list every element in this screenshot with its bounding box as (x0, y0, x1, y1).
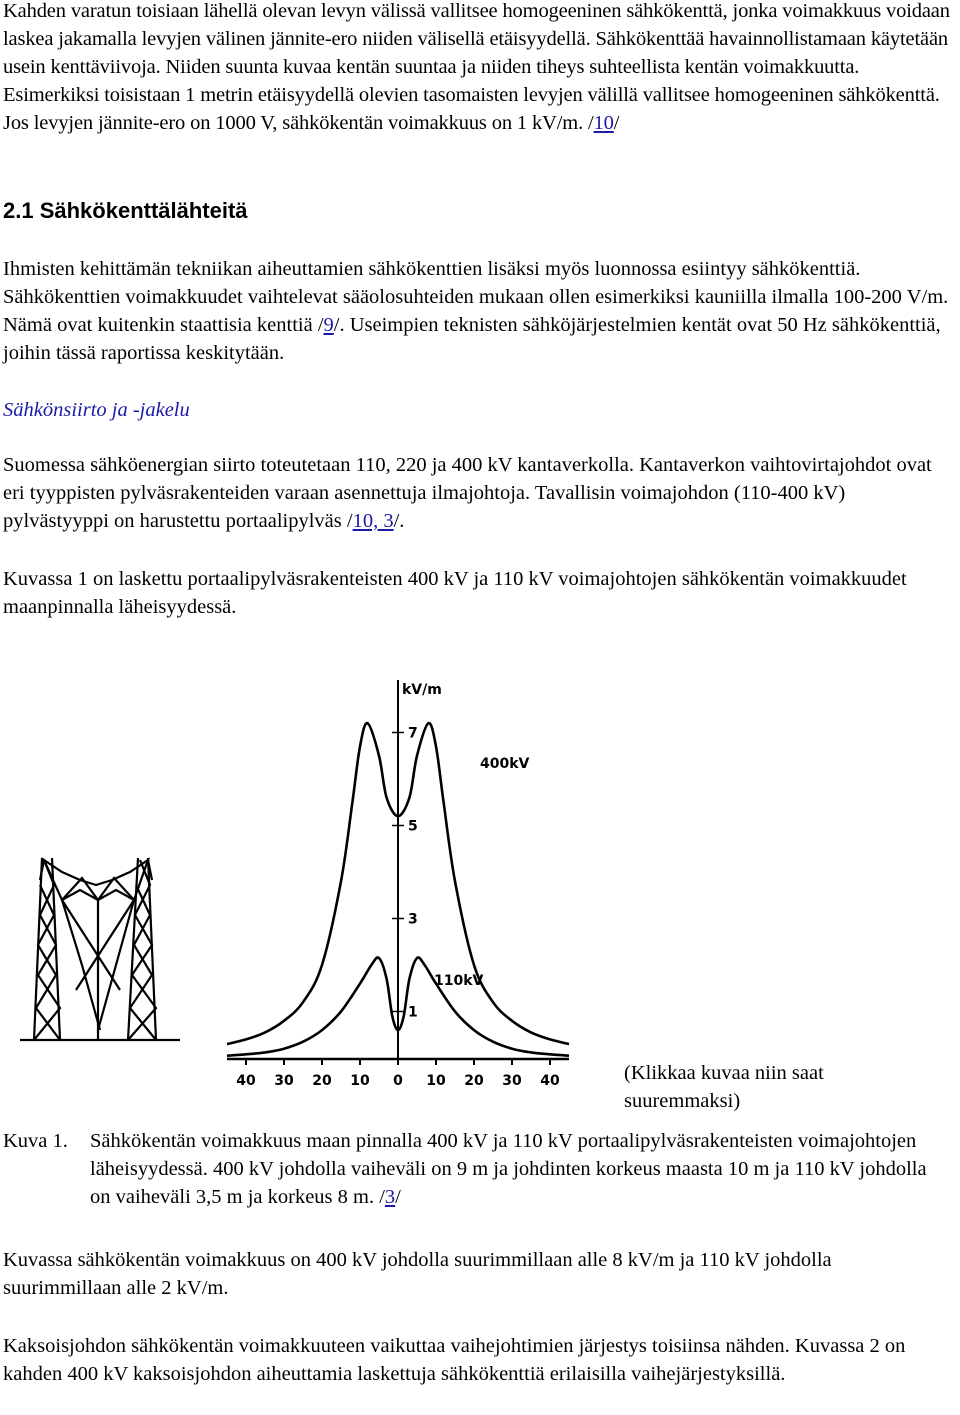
y-axis-label: kV/m (402, 682, 442, 698)
paragraph-text: Ihmisten kehittämän tekniikan aiheuttamien sähkökenttien lisäksi myös luonnossa esiintyy sähkökenttiä. Sähkökenttien voimakkuudet vaihtelevat sääolosuhteiden mukaan ollen esimerkiksi kauniilla ilmalla 100-200 V/m. Nämä ovat kuitenkin staattisia kenttiä / (3, 258, 949, 336)
reference-link[interactable]: 10, 3 (352, 510, 394, 532)
subheading: Sähkönsiirto ja -jakelu (3, 399, 190, 421)
x-tick-label: 10 (426, 1073, 446, 1089)
paragraph-figure-intro: Kuvassa 1 on laskettu portaalipylväsrakenteisten 400 kV ja 110 kV voimajohtojen sähkökentän voimakkuudet maanpinnalla läheisyydessä. (3, 568, 907, 618)
paragraph-transmission (3, 451, 955, 535)
paragraph-double-line: Kaksoisjohdon sähkökentän voimakkuuteen vaikuttaa vaihejohtimien järjestys toisiinsa nähden. Kuvassa 2 on kahden 400 kV kaksoisjohdon aiheuttamia laskettuja sähkökenttiä erilaisilla vaihejärjestyksillä. (3, 1335, 906, 1385)
y-tick-label: 3 (408, 911, 418, 928)
pylon-icon (20, 858, 180, 1040)
x-tick-label: 40 (540, 1073, 560, 1089)
figure-1[interactable] (0, 665, 960, 1125)
paragraph-text: Suomessa sähköenergian siirto toteutetaan 110, 220 ja 400 kV kantaverkolla. Kantaverkon vaihtovirtajohdot ovat eri tyyppisten pylväsrakenteiden varaan asennettuja ilmajohtoja. Tavallisin voimajohdon (110-400 kV) pylvästyyppi on harustettu portaalipylväs / (3, 454, 932, 532)
intro-paragraph (3, 0, 955, 137)
paragraph-max-values: Kuvassa sähkökentän voimakkuus on 400 kV johdolla suurimmillaan alle 8 kV/m ja 110 kV johdolla suurimmillaan alle 2 kV/m. (3, 1249, 832, 1299)
x-tick-label: 30 (274, 1073, 294, 1089)
y-tick-label: 5 (408, 818, 418, 835)
intro-end: / (613, 112, 620, 134)
field-strength-chart (227, 680, 569, 1089)
click-to-enlarge-note[interactable]: (Klikkaa kuvaa niin saat suuremmaksi) (624, 1062, 824, 1112)
x-tick-label: 20 (464, 1073, 484, 1089)
paragraph-text: /. Useimpien teknisten sähköjärjestelmien kentät ovat 50 Hz sähkökenttiä, joihin tässä raportissa keskitytään. (3, 314, 941, 364)
caption-end: / (395, 1186, 401, 1208)
reference-link[interactable]: 3 (384, 1186, 396, 1208)
y-tick-label: 1 (408, 1004, 418, 1021)
figure-caption (90, 1127, 940, 1211)
paragraph-text: /. (393, 510, 405, 532)
x-tick-label: 40 (236, 1073, 256, 1089)
series-label: 400kV (480, 756, 530, 772)
series-label: 110kV (434, 973, 484, 989)
x-tick-label: 20 (312, 1073, 332, 1089)
section-title: 2.1 Sähkökenttälähteitä (3, 198, 248, 223)
paragraph-natural-fields (3, 255, 955, 367)
caption-text: Sähkökentän voimakkuus maan pinnalla 400 kV ja 110 kV portaalipylväsrakenteisten voimajohtojen läheisyydessä. 400 kV johdolla vaiheväli on 9 m ja johdinten korkeus maasta 10 m ja 110 kV johdolla on vaiheväli 3,5 m ja korkeus 8 m. / (90, 1130, 927, 1208)
y-tick-label: 7 (408, 725, 418, 742)
intro-text: Kahden varatun toisiaan lähellä olevan levyn välissä vallitsee homogeeninen sähkökenttä, jonka voimakkuus voidaan laskea jakamalla levyjen välinen jännite-ero niiden välisellä etäisyydellä. Sähkökenttää havainnollistamaan käytetään usein kenttäviivoja. Niiden suunta kuvaa kentän suuntaa ja niiden tiheys suhteellista kentän voimakkuutta. Esimerkiksi toisistaan 1 metrin etäisyydellä olevien tasomaisten levyjen välillä vallitsee homogeeninen sähkökenttä. Jos levyjen jännite-ero on 1000 V, sähkökentän voimakkuus on 1 kV/m. / (3, 0, 950, 134)
x-tick-label: 10 (350, 1073, 370, 1089)
figure-svg (0, 665, 960, 1125)
x-tick-label: 0 (393, 1073, 403, 1089)
x-tick-label: 30 (502, 1073, 522, 1089)
caption-label: Kuva 1. (3, 1130, 68, 1152)
reference-link[interactable]: 10 (593, 112, 614, 134)
reference-link[interactable]: 9 (323, 314, 334, 336)
